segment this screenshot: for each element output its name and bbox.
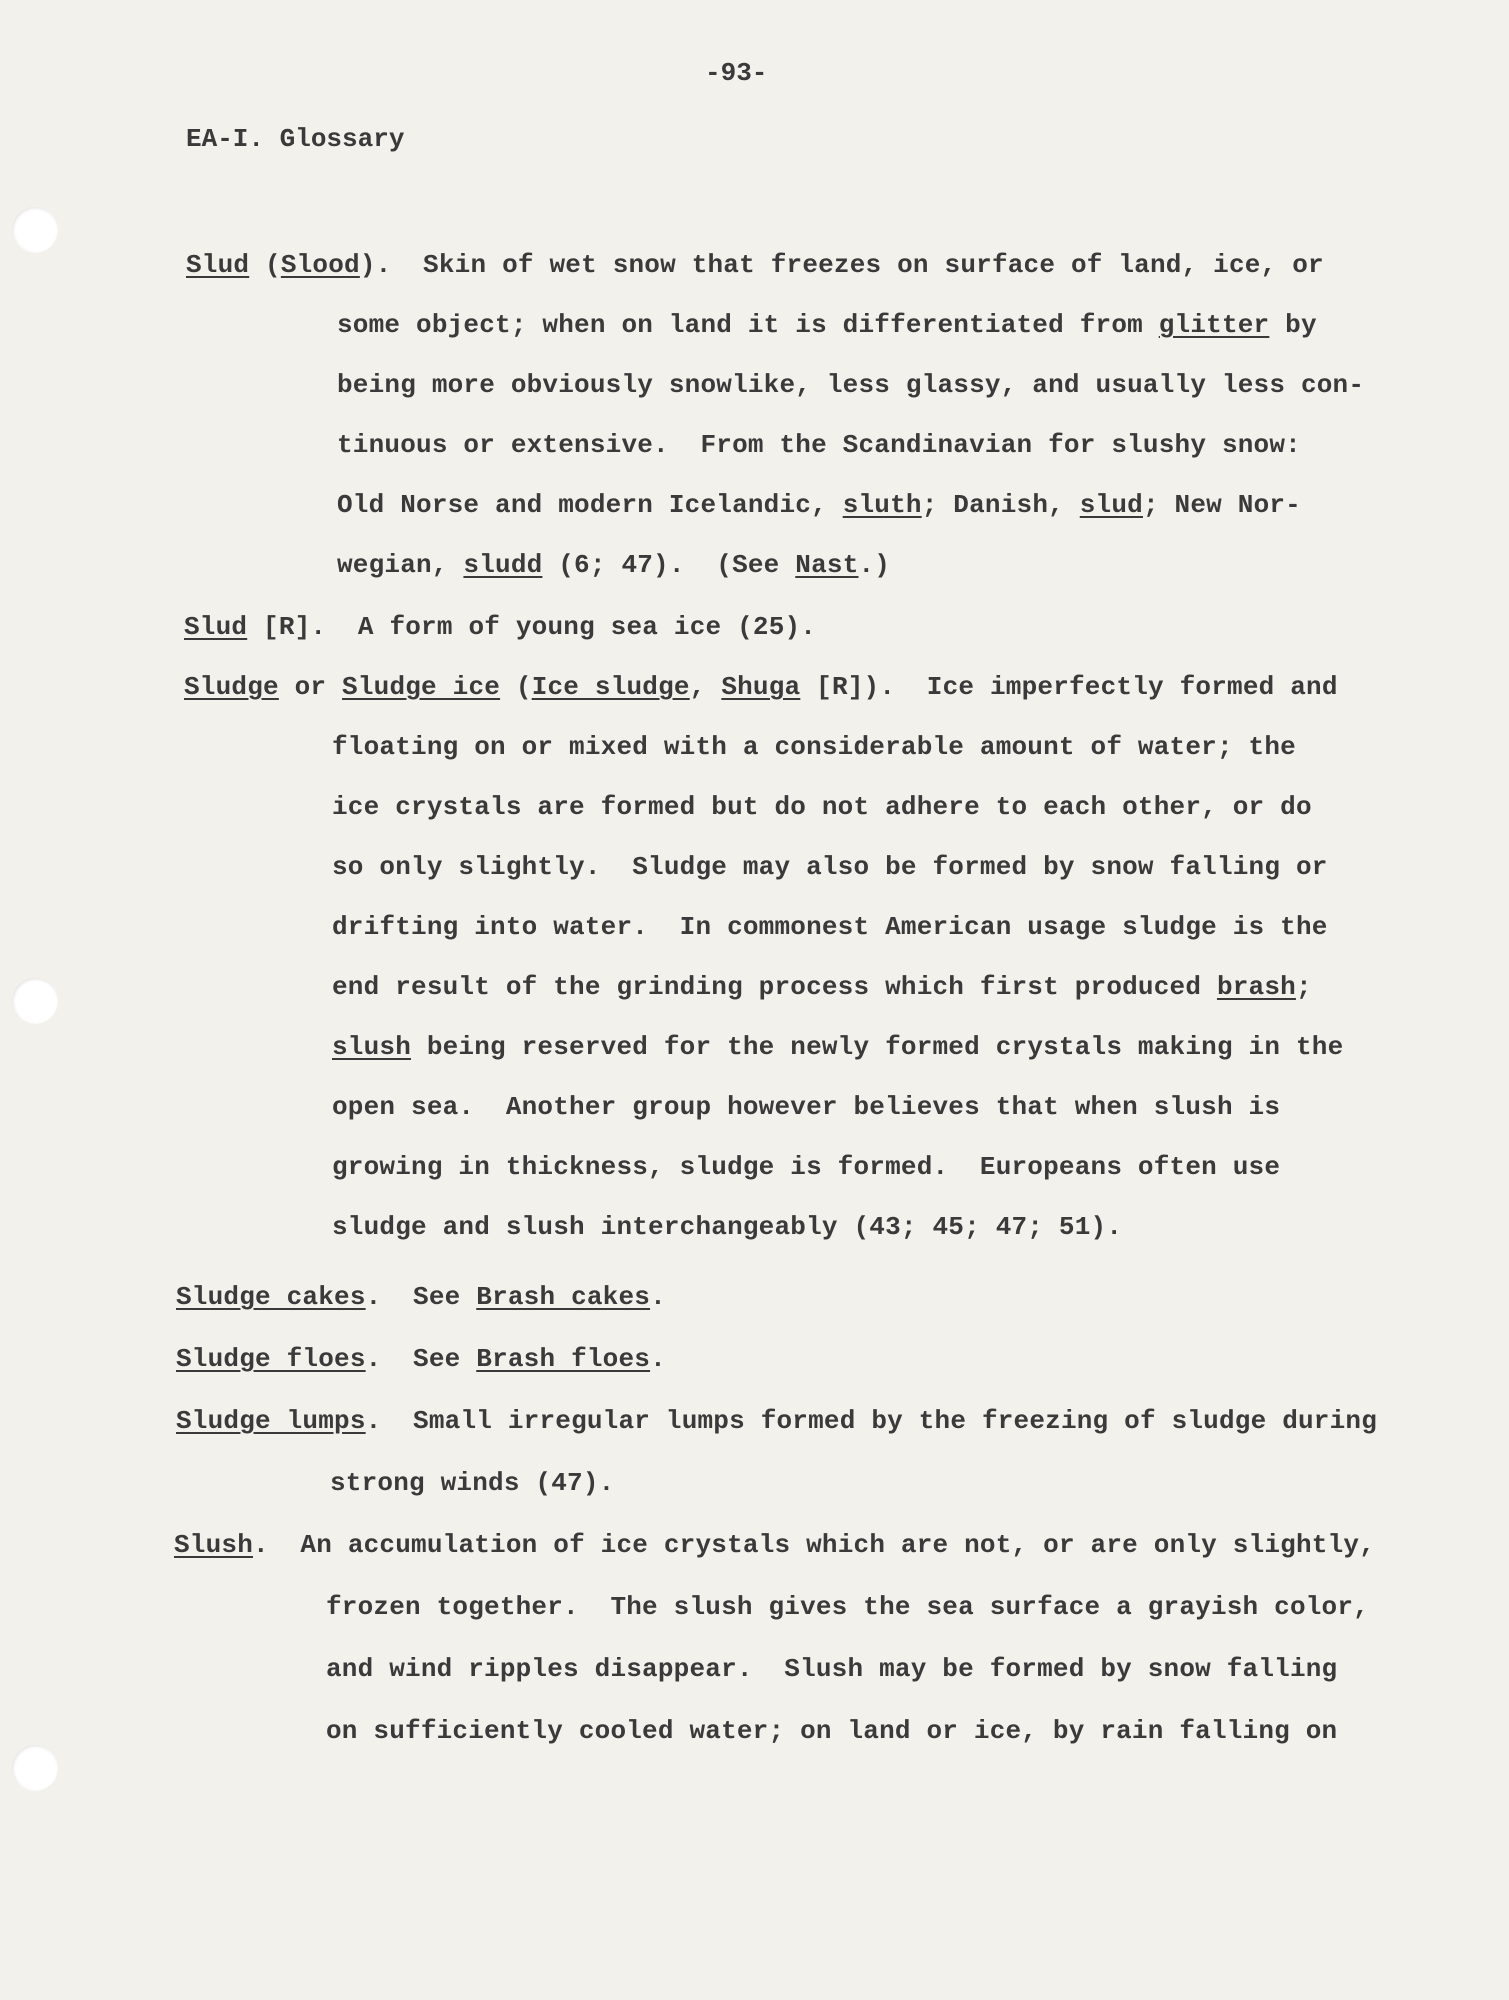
entry-line: frozen together. The slush gives the sea surface a grayish color,	[326, 1592, 1369, 1622]
entry-term: Sludge cakes	[176, 1282, 366, 1312]
entry-line: end result of the grinding process which first produced brash;	[332, 972, 1312, 1002]
entry-line: floating on or mixed with a considerable amount of water; the	[332, 732, 1296, 762]
entry-term: Slud	[186, 250, 250, 280]
punch-hole	[12, 978, 58, 1024]
entry-line: tinuous or extensive. From the Scandinavian for slushy snow:	[337, 430, 1301, 460]
entry-line: on sufficiently cooled water; on land or ice, by rain falling on	[326, 1716, 1338, 1746]
entry-line: sludge and slush interchangeably (43; 45; 47; 51).	[332, 1212, 1123, 1242]
entry-term: Sludge ice	[342, 672, 501, 702]
entry-line: ice crystals are formed but do not adhere to each other, or do	[332, 792, 1312, 822]
entry-line: drifting into water. In commonest American usage sludge is the	[332, 912, 1328, 942]
entry-line: Sludge floes. See Brash floes.	[176, 1344, 666, 1374]
entry-line: wegian, sludd (6; 47). (See Nast.)	[337, 550, 891, 580]
cross-reference: Brash floes	[476, 1344, 651, 1374]
section-title: EA-I. Glossary	[186, 124, 405, 154]
entry-term: Sludge	[184, 672, 279, 702]
cross-reference: glitter	[1158, 310, 1270, 340]
entry-line: being more obviously snowlike, less glassy, and usually less con-	[337, 370, 1365, 400]
entry-term: Sludge lumps	[176, 1406, 366, 1436]
entry-alt-term: Slood	[280, 250, 360, 280]
page-number: -93-	[705, 58, 768, 88]
entry-line: Old Norse and modern Icelandic, sluth; Danish, slud; New Nor-	[337, 490, 1301, 520]
entry-line: and wind ripples disappear. Slush may be formed by snow falling	[326, 1654, 1338, 1684]
cross-reference: Nast	[795, 550, 859, 580]
entry-line: strong winds (47).	[330, 1468, 615, 1498]
entry-alt-term: Shuga	[721, 672, 801, 702]
entry-alt-term: Ice sludge	[531, 672, 690, 702]
entry-line: some object; when on land it is differentiated from glitter by	[337, 310, 1317, 340]
entry-line: growing in thickness, sludge is formed. Europeans often use	[332, 1152, 1281, 1182]
cross-reference: Brash cakes	[476, 1282, 651, 1312]
entry-line: Sludge or Sludge ice (Ice sludge, Shuga [R]). Ice imperfectly formed and	[184, 672, 1338, 702]
entry-line: Sludge cakes. See Brash cakes.	[176, 1282, 666, 1312]
entry-line: Slush. An accumulation of ice crystals which are not, or are only slightly,	[174, 1530, 1375, 1560]
entry-line: Slud [R]. A form of young sea ice (25).	[184, 612, 817, 642]
entry-line: open sea. Another group however believes that when slush is	[332, 1092, 1281, 1122]
cross-reference: slush	[332, 1032, 412, 1062]
entry-term: Slud	[184, 612, 248, 642]
entry-line: Sludge lumps. Small irregular lumps formed by the freezing of sludge during	[176, 1406, 1378, 1436]
entry-term: Sludge floes	[176, 1344, 366, 1374]
entry-line: slush being reserved for the newly formed crystals making in the	[332, 1032, 1344, 1062]
cross-reference: brash	[1216, 972, 1296, 1002]
punch-hole	[12, 1745, 58, 1791]
entry-term: Slush	[174, 1530, 254, 1560]
entry-line: so only slightly. Sludge may also be formed by snow falling or	[332, 852, 1328, 882]
entry-line: Slud (Slood). Skin of wet snow that freezes on surface of land, ice, or	[186, 250, 1324, 280]
punch-hole	[12, 207, 58, 253]
